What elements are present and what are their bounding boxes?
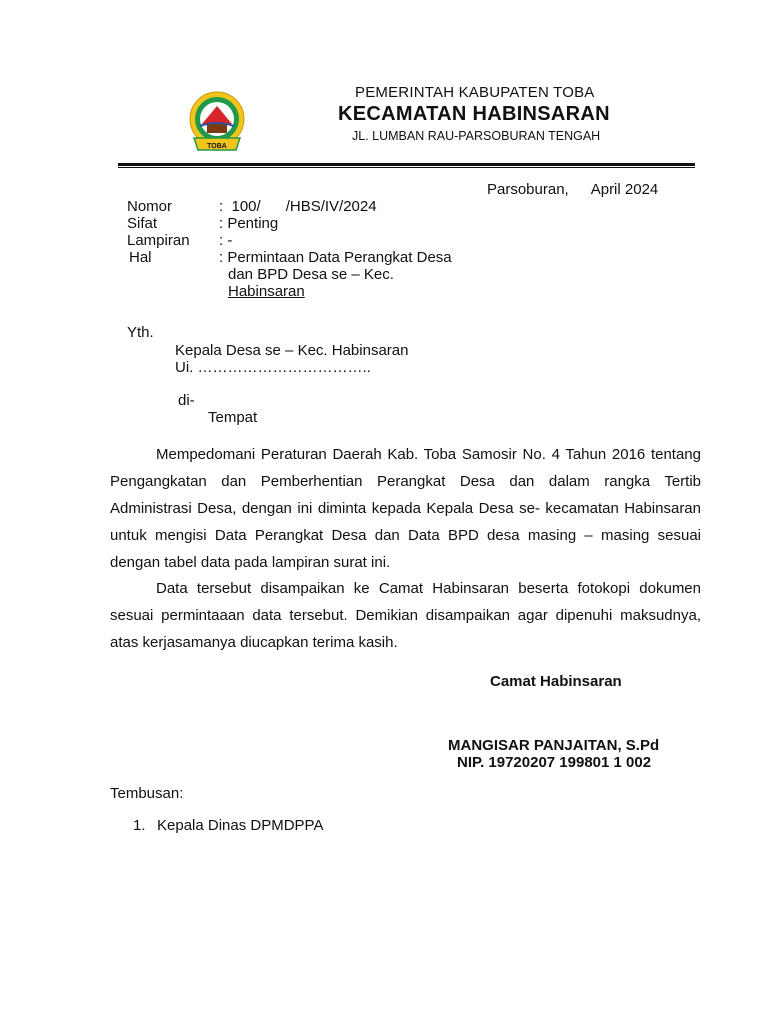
place-date	[487, 181, 658, 198]
meta-nomor	[127, 198, 479, 215]
letterhead-government: PEMERINTAH KABUPATEN TOBA	[355, 84, 595, 101]
toba-regency-logo	[188, 90, 246, 158]
nomor-value: : 100/ /HBS/IV/2024	[219, 198, 377, 215]
place: Parsoburan,	[487, 181, 569, 198]
sifat-value: : Penting	[219, 215, 279, 232]
letterhead-address: JL. LUMBAN RAU-PARSOBURAN TENGAH	[352, 129, 601, 143]
meta-lampiran	[127, 232, 479, 249]
hal-line-2: dan BPD Desa se – Kec.	[228, 266, 394, 283]
hal-label: Hal	[129, 249, 152, 266]
hal-value	[219, 249, 479, 300]
letterhead-divider-thick	[118, 163, 695, 166]
signatory-name: MANGISAR PANJAITAN, S.Pd	[448, 737, 660, 754]
letter-meta	[127, 198, 479, 300]
letterhead-district: KECAMATAN HABINSARAN	[338, 103, 610, 125]
cc-item-number: 1.	[133, 817, 146, 834]
meta-sifat	[127, 215, 479, 232]
hal-line-1: : Permintaan Data Perangkat Desa	[219, 249, 452, 266]
letterhead-divider-thin	[118, 167, 695, 168]
lampiran-label: Lampiran	[127, 232, 190, 249]
recipient-line-1: Kepala Desa se – Kec. Habinsaran	[175, 342, 409, 359]
signatory-nip: NIP. 19720207 199801 1 002	[457, 754, 652, 771]
date: April 2024	[590, 181, 659, 198]
recipient-place: Tempat	[208, 409, 258, 426]
recipient-line-2: Ui. ……………………………..	[175, 359, 371, 376]
letter-body	[110, 441, 701, 656]
cc-item	[133, 817, 323, 834]
cc-label: Tembusan:	[110, 785, 184, 802]
lampiran-value: : -	[219, 232, 233, 249]
salutation: Yth.	[127, 324, 154, 341]
logo-text: TOBA	[207, 143, 227, 150]
signatory-title: Camat Habinsaran	[490, 673, 622, 690]
body-paragraph-2: Data tersebut disampaikan ke Camat Habinsaran beserta fotokopi dokumen sesuai permintaaan data tersebut. Demikian disampaikan agar dipenuhi maksudnya, atas kerjasamanya diucapkan terima kasih.	[110, 580, 701, 651]
recipient-di: di-	[178, 392, 195, 409]
sifat-label: Sifat	[127, 215, 158, 232]
cc-item-text: Kepala Dinas DPMDPPA	[157, 817, 324, 834]
hal-line-3: Habinsaran	[228, 283, 305, 300]
meta-hal	[127, 249, 479, 300]
nomor-label: Nomor	[127, 198, 173, 215]
body-paragraph-1: Mempedomani Peraturan Daerah Kab. Toba Samosir No. 4 Tahun 2016 tentang Pengangkatan dan Pemberhentian Perangkat Desa dan dalam rangka Tertib Administrasi Desa, dengan ini diminta kepada Kepala Desa se- kecamatan Habinsaran untuk mengisi Data Perangkat Desa dan Data BPD desa masing – masing sesuai dengan tabel data pada lampiran surat ini.	[110, 446, 701, 571]
